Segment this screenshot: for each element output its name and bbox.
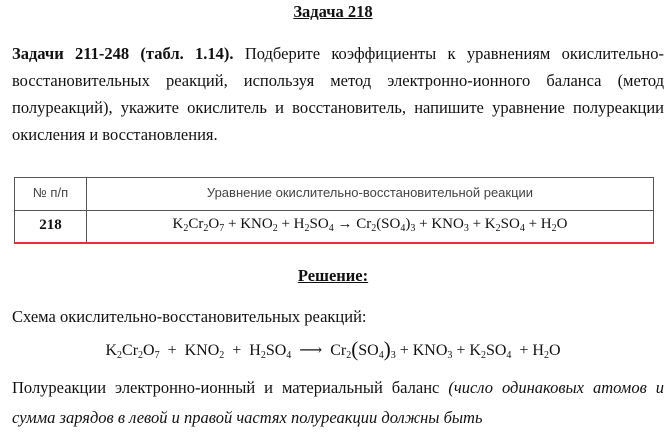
reaction-table (14, 177, 654, 243)
paragraph-italic: (число одинаковых атомов и сумма зарядов в левой и правой частях полуреакции должны быть (12, 378, 664, 427)
task-statement (12, 40, 664, 148)
row-equation: $K_2Cr_2O_7 + KNO_2 + H_2SO_4 \to Cr_2(SO_4)_3 + KNO_3 + K_2SO_4 + H_2O$ (172, 216, 568, 234)
table-accent-line (14, 242, 654, 244)
task-lead: Задачи 211-248 (табл. 1.14). (12, 44, 234, 63)
problem-title: Задача 218 (293, 2, 373, 21)
balance-paragraph (12, 373, 664, 433)
header-number: № п/п (32, 185, 69, 200)
scheme-equation: $K_2Cr_2O_7 + KNO_2 + H_2SO_4$ ⟶ $Cr_2(SO_4)_3 + KNO_3 + K_2SO_4 + H_2O$ (105, 337, 561, 361)
paragraph-text: Полуреакции электронно-ионный и материальный баланс (12, 378, 449, 397)
task-text: Подберите коэффициенты к уравнениям окислительно-восстановительных реакций, используя метод электронно-ионного баланса (метод полуреакций), укажите окислитель и восстановитель, напишите уравнение полуреакции окисления и восстановления. (12, 44, 665, 144)
header-equation: Уравнение окислительно-восстановительной реакции (206, 185, 534, 200)
solution-heading: Решение: (297, 266, 369, 285)
scheme-label: Схема окислительно-восстановительных реакций: (12, 307, 367, 326)
row-number: 218 (39, 217, 62, 233)
